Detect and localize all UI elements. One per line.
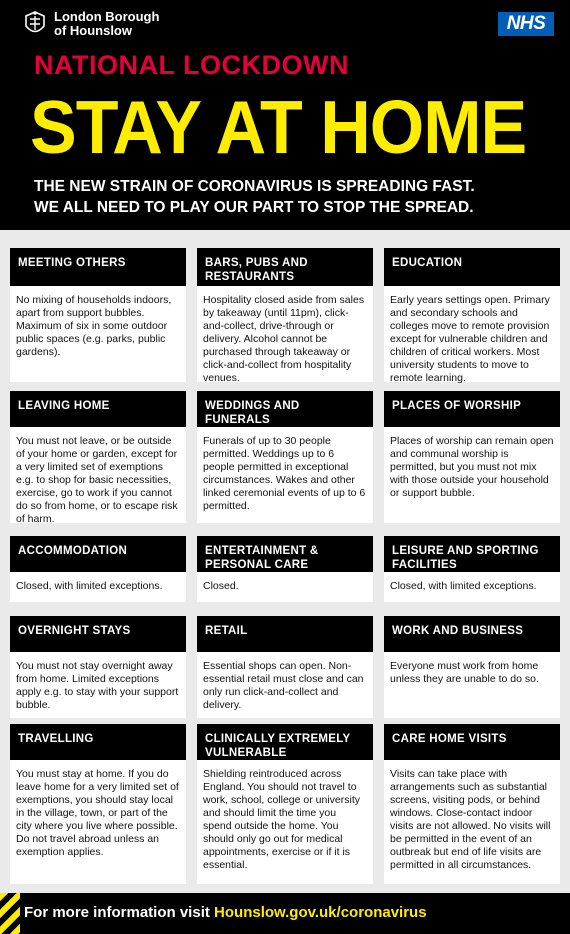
card-retail	[197, 616, 373, 718]
card-body: Places of worship can remain open and communal worship is permitted, but you must not mix with those outside your household or support bubble.	[384, 427, 560, 523]
card-meeting-others	[10, 248, 186, 382]
borough-logo	[22, 10, 164, 38]
card-overnight-stays	[10, 616, 186, 718]
card-body: Early years settings open. Primary and secondary schools and colleges move to remote provision except for vulnerable children and children of critical workers. Most university students to move to remote learning.	[384, 286, 560, 382]
card-care-home-visits	[384, 724, 560, 884]
header	[0, 0, 570, 230]
card-work-business	[384, 616, 560, 718]
card-title: CARE HOME VISITS	[384, 724, 560, 760]
card-body: Visits can take place with arrangements such as substantial screens, visiting pods, or behind windows. Close-contact indoor visits are not allowed. No visits will be permitted in the event of an outbreak but end of life visits are permitted in all circumstances.	[384, 760, 560, 884]
card-body: Closed.	[197, 572, 373, 602]
headline: STAY AT HOME	[30, 85, 527, 170]
card-clinically-extremely-vulnerable	[197, 724, 373, 884]
footer-link[interactable]: Hounslow.gov.uk/coronavirus	[214, 904, 427, 921]
card-title: RETAIL	[197, 616, 373, 652]
footer	[0, 893, 570, 934]
subhead-line2: WE ALL NEED TO PLAY OUR PART TO STOP THE SPREAD.	[34, 199, 474, 216]
card-body: You must not leave, or be outside of your home or garden, except for a very limited set of exemptions e.g. to shop for basic necessities, exercise, go to work if you cannot do so from home, or to escape risk of harm.	[10, 427, 186, 523]
card-body: Closed, with limited exceptions.	[10, 572, 186, 602]
subhead-line1: THE NEW STRAIN OF CORONAVIRUS IS SPREADING FAST.	[34, 178, 475, 195]
kicker-title: NATIONAL LOCKDOWN	[34, 50, 349, 80]
card-accommodation	[10, 536, 186, 602]
subhead	[34, 176, 554, 218]
card-title: CLINICALLY EXTREMELY VULNERABLE	[197, 724, 373, 760]
card-title: EDUCATION	[384, 248, 560, 286]
card-title: MEETING OTHERS	[10, 248, 186, 286]
card-body: You must not stay overnight away from home. Limited exceptions apply e.g. to stay with your support bubble.	[10, 652, 186, 718]
borough-name-line1: London Borough	[54, 9, 160, 24]
card-title: TRAVELLING	[10, 724, 186, 760]
card-leisure-sporting	[384, 536, 560, 602]
card-travelling	[10, 724, 186, 884]
card-bars-pubs-restaurants	[197, 248, 373, 382]
card-title: LEISURE AND SPORTING FACILITIES	[384, 536, 560, 572]
card-leaving-home	[10, 391, 186, 523]
card-title: WEDDINGS AND FUNERALS	[197, 391, 373, 427]
card-body: Hospitality closed aside from sales by takeaway (until 11pm), click-and-collect, drive-through or delivery. Alcohol cannot be purchased through takeaway or click-and-collect from hospitality venues.	[197, 286, 373, 382]
borough-name-line2: of Hounslow	[54, 23, 132, 38]
footer-text	[24, 904, 427, 921]
card-body: Funerals of up to 30 people permitted. Weddings up to 6 people permitted in exceptional circumstances. Wakes and other linked ceremonial events of up to 6 permitted.	[197, 427, 373, 523]
card-body: Shielding reintroduced across England. You should not travel to work, school, college or university and should limit the time you spend outside the home. You should only go out for medical appointments, exercise or if it is essential.	[197, 760, 373, 884]
card-title: ACCOMMODATION	[10, 536, 186, 572]
card-title: WORK AND BUSINESS	[384, 616, 560, 652]
card-education	[384, 248, 560, 382]
card-entertainment-personal-care	[197, 536, 373, 602]
hounslow-crest-icon	[22, 10, 48, 38]
card-title: BARS, PUBS AND RESTAURANTS	[197, 248, 373, 286]
card-title: OVERNIGHT STAYS	[10, 616, 186, 652]
card-body: Everyone must work from home unless they are unable to do so.	[384, 652, 560, 718]
card-title: ENTERTAINMENT & PERSONAL CARE	[197, 536, 373, 572]
card-places-of-worship	[384, 391, 560, 523]
card-body: No mixing of households indoors, apart from support bubbles. Maximum of six in some outdoor public spaces (e.g. parks, public gardens).	[10, 286, 186, 382]
card-weddings-funerals	[197, 391, 373, 523]
card-body: You must stay at home. If you do leave home for a very limited set of exemptions, you should stay local in the village, town, or part of the city where you live where possible. Do not travel abroad unless an exemption applies.	[10, 760, 186, 884]
nhs-logo: NHS	[498, 12, 554, 36]
card-body: Closed, with limited exceptions.	[384, 572, 560, 602]
card-title: PLACES OF WORSHIP	[384, 391, 560, 427]
card-body: Essential shops can open. Non-essential retail must close and can only run click-and-collect and delivery.	[197, 652, 373, 718]
card-title: LEAVING HOME	[10, 391, 186, 427]
hazard-stripes	[0, 893, 20, 934]
borough-name	[54, 10, 164, 38]
footer-label: For more information visit	[24, 904, 215, 921]
